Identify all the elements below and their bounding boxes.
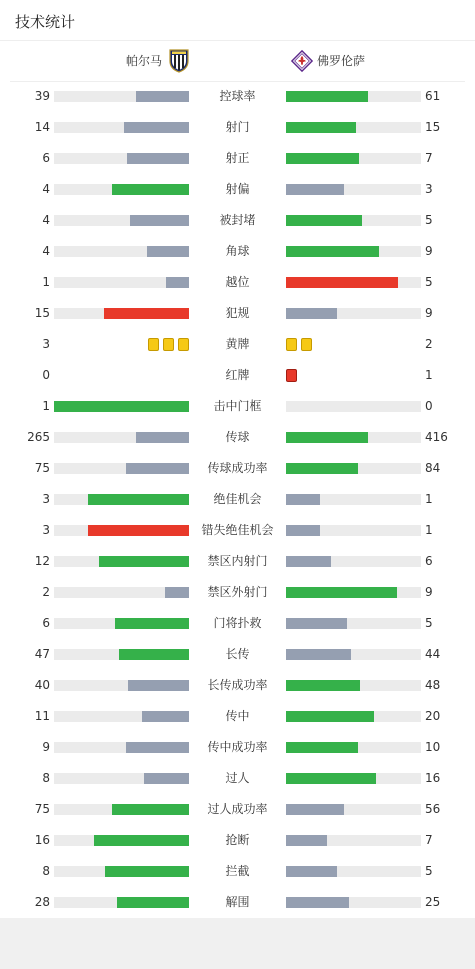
yellow-card-icon (163, 338, 174, 351)
home-stat-bar-track (54, 587, 189, 598)
home-stat-bar-track (54, 308, 189, 319)
away-stat-value: 5 (425, 864, 433, 878)
home-stat-value: 16 (34, 833, 50, 847)
home-stat-bar (105, 866, 189, 877)
away-stat-bar-track (286, 866, 421, 877)
away-stat-bar-track (286, 835, 421, 846)
home-stat-value: 265 (27, 430, 50, 444)
away-stat-bar (286, 773, 376, 784)
home-stat-value: 3 (42, 492, 50, 506)
stat-label: 长传成功率 (207, 678, 268, 692)
stat-label: 红牌 (225, 368, 250, 382)
away-stat-bar (286, 556, 331, 567)
home-stat-value: 12 (34, 554, 50, 568)
away-stat-value: 9 (425, 244, 433, 258)
away-stat-bar (286, 494, 320, 505)
home-stat-bar-track (54, 494, 189, 505)
stat-row (0, 391, 475, 422)
home-stat-bar-track (54, 742, 189, 753)
away-stat-bar (286, 866, 337, 877)
home-stat-bar-track (54, 184, 189, 195)
stat-row (0, 577, 475, 608)
away-stat-bar-track (286, 773, 421, 784)
home-stat-value: 15 (34, 306, 50, 320)
stat-row (0, 856, 475, 887)
home-stat-bar (165, 587, 189, 598)
away-stat-value: 6 (425, 554, 433, 568)
yellow-card-icon (286, 338, 297, 351)
home-stat-bar-track (54, 866, 189, 877)
stat-label: 拦截 (225, 864, 250, 878)
away-team-name: 佛罗伦萨 (317, 54, 366, 68)
stat-row (0, 794, 475, 825)
fiorentina-crest-icon (291, 49, 313, 73)
away-stat-bar (286, 215, 362, 226)
home-stat-bar (104, 308, 189, 319)
away-stat-bar-track (286, 587, 421, 598)
away-stat-bar (286, 184, 344, 195)
home-stat-bar (128, 680, 189, 691)
away-stat-value: 7 (425, 151, 433, 165)
home-stat-value: 6 (42, 616, 50, 630)
away-stat-bar (286, 804, 344, 815)
home-stat-bar-track (54, 711, 189, 722)
away-stat-value: 416 (425, 430, 448, 444)
stat-label: 传球 (225, 430, 250, 444)
stat-label: 过人 (225, 771, 250, 785)
stat-label: 射正 (225, 151, 250, 165)
home-stat-bar-track (54, 525, 189, 536)
home-stat-bar-track (54, 649, 189, 660)
away-stat-value: 2 (425, 337, 433, 351)
stat-label: 射偏 (225, 182, 250, 196)
home-stat-value: 4 (42, 182, 50, 196)
home-stat-bar-track (54, 277, 189, 288)
home-stat-bar-track (54, 618, 189, 629)
stat-label: 过人成功率 (207, 802, 268, 816)
yellow-card-icon (148, 338, 159, 351)
away-stat-value: 44 (425, 647, 441, 661)
stat-row (0, 360, 475, 391)
away-stat-bar-track (286, 494, 421, 505)
away-cards (286, 338, 312, 351)
away-stat-bar (286, 711, 374, 722)
home-stat-bar-track (54, 835, 189, 846)
away-stat-bar-track (286, 463, 421, 474)
home-stat-bar-track (54, 773, 189, 784)
away-stat-bar-track (286, 618, 421, 629)
away-stat-value: 16 (425, 771, 441, 785)
stat-row (0, 267, 475, 298)
away-stat-value: 25 (425, 895, 441, 909)
away-stat-bar-track (286, 215, 421, 226)
home-stat-bar (119, 649, 189, 660)
home-stat-bar (124, 122, 189, 133)
home-stat-bar-track (54, 91, 189, 102)
home-stat-value: 47 (34, 647, 50, 661)
home-stat-bar (142, 711, 189, 722)
stat-row (0, 484, 475, 515)
away-stat-bar-track (286, 649, 421, 660)
away-stat-value: 3 (425, 182, 433, 196)
red-card-icon (286, 369, 297, 382)
stat-row (0, 732, 475, 763)
stat-label: 控球率 (219, 89, 256, 103)
stat-label: 被封堵 (219, 213, 256, 227)
home-stat-bar (88, 525, 189, 536)
stat-label: 击中门框 (213, 399, 262, 413)
away-stat-value: 10 (425, 740, 441, 754)
home-stat-value: 75 (34, 802, 50, 816)
away-stat-bar-track (286, 742, 421, 753)
home-team[interactable] (126, 50, 190, 72)
away-stat-bar (286, 897, 349, 908)
away-stat-value: 0 (425, 399, 433, 413)
stat-row (0, 298, 475, 329)
home-stat-bar-track (54, 804, 189, 815)
stat-row (0, 701, 475, 732)
away-stat-value: 7 (425, 833, 433, 847)
stat-label: 禁区外射门 (207, 585, 268, 599)
away-stat-value: 15 (425, 120, 441, 134)
away-stat-bar (286, 91, 368, 102)
stat-label: 解围 (225, 895, 250, 909)
away-stat-bar (286, 525, 320, 536)
home-stat-value: 3 (42, 523, 50, 537)
away-stat-bar (286, 153, 359, 164)
stat-row (0, 329, 475, 360)
stat-row (0, 639, 475, 670)
stat-row (0, 174, 475, 205)
stat-row (0, 515, 475, 546)
home-stat-bar (112, 184, 189, 195)
away-stat-bar (286, 680, 360, 691)
stat-row (0, 236, 475, 267)
away-stat-bar (286, 432, 368, 443)
away-stat-bar (286, 308, 337, 319)
home-stat-bar (126, 742, 189, 753)
away-stat-bar-track (286, 432, 421, 443)
home-stat-value: 40 (34, 678, 50, 692)
away-stat-bar-track (286, 897, 421, 908)
away-stat-value: 84 (425, 461, 441, 475)
stat-label: 错失绝佳机会 (201, 523, 274, 537)
home-stat-bar-track (54, 246, 189, 257)
away-stat-bar-track (286, 556, 421, 567)
away-stat-bar (286, 246, 379, 257)
stat-label: 射门 (225, 120, 250, 134)
home-stat-bar (147, 246, 189, 257)
home-stat-bar-track (54, 680, 189, 691)
home-stat-value: 1 (42, 399, 50, 413)
home-stat-bar (117, 897, 189, 908)
section-title: 技术统计 (15, 13, 76, 31)
away-stat-value: 9 (425, 306, 433, 320)
home-stat-bar-track (54, 215, 189, 226)
stat-label: 长传 (225, 647, 250, 661)
home-stat-value: 28 (34, 895, 50, 909)
away-stat-value: 9 (425, 585, 433, 599)
stat-label: 越位 (225, 275, 250, 289)
away-stat-bar (286, 835, 327, 846)
home-stat-value: 8 (42, 771, 50, 785)
home-stat-value: 6 (42, 151, 50, 165)
away-stat-bar-track (286, 711, 421, 722)
stat-label: 传中成功率 (207, 740, 268, 754)
yellow-card-icon (178, 338, 189, 351)
home-stat-value: 0 (42, 368, 50, 382)
away-stat-bar (286, 649, 351, 660)
home-stat-bar (88, 494, 189, 505)
away-team[interactable] (291, 50, 365, 72)
stat-label: 门将扑救 (213, 616, 262, 630)
away-stat-bar-track (286, 401, 421, 412)
home-stat-value: 3 (42, 337, 50, 351)
stat-label: 绝佳机会 (213, 492, 262, 506)
home-stat-bar (130, 215, 189, 226)
stat-row (0, 546, 475, 577)
away-stat-bar-track (286, 277, 421, 288)
stat-label: 黄牌 (225, 337, 250, 351)
stat-label: 角球 (225, 244, 250, 258)
stat-row (0, 608, 475, 639)
yellow-card-icon (301, 338, 312, 351)
away-stat-bar-track (286, 525, 421, 536)
home-stat-bar (115, 618, 189, 629)
home-stat-bar (94, 835, 189, 846)
away-stat-bar (286, 587, 397, 598)
away-stat-bar (286, 742, 358, 753)
away-stat-value: 1 (425, 492, 433, 506)
home-stat-bar-track (54, 122, 189, 133)
away-stat-value: 1 (425, 523, 433, 537)
home-team-name: 帕尔马 (126, 54, 163, 68)
away-stat-bar (286, 277, 398, 288)
away-stat-bar-track (286, 804, 421, 815)
away-stat-bar-track (286, 91, 421, 102)
stat-row (0, 825, 475, 856)
home-stat-bar-track (54, 897, 189, 908)
home-stat-value: 4 (42, 244, 50, 258)
parma-crest-icon (168, 49, 190, 73)
home-stat-bar-track (54, 153, 189, 164)
home-stat-bar (144, 773, 189, 784)
home-stat-bar (112, 804, 189, 815)
away-stat-value: 56 (425, 802, 441, 816)
home-stat-bar (136, 432, 189, 443)
away-stat-bar-track (286, 153, 421, 164)
home-stat-bar (126, 463, 189, 474)
home-stat-bar-track (54, 401, 189, 412)
stat-label: 犯规 (225, 306, 250, 320)
stat-row (0, 143, 475, 174)
away-stat-bar-track (286, 246, 421, 257)
stat-label: 抢断 (225, 833, 250, 847)
home-stat-value: 1 (42, 275, 50, 289)
stat-row (0, 112, 475, 143)
home-stat-bar (166, 277, 189, 288)
away-stat-value: 5 (425, 616, 433, 630)
home-stat-bar (127, 153, 189, 164)
home-stat-value: 9 (42, 740, 50, 754)
away-cards (286, 369, 297, 382)
home-stat-value: 75 (34, 461, 50, 475)
stat-row (0, 422, 475, 453)
home-stat-value: 11 (34, 709, 50, 723)
away-stat-value: 61 (425, 89, 441, 103)
divider (0, 40, 475, 41)
home-stat-bar (54, 401, 189, 412)
away-stat-bar-track (286, 184, 421, 195)
stat-row (0, 887, 475, 918)
away-stat-bar-track (286, 308, 421, 319)
home-stat-bar-track (54, 463, 189, 474)
home-stat-bar-track (54, 432, 189, 443)
away-stat-bar-track (286, 122, 421, 133)
home-stat-value: 2 (42, 585, 50, 599)
home-stat-value: 4 (42, 213, 50, 227)
away-stat-bar (286, 122, 356, 133)
home-cards (148, 338, 189, 351)
home-stat-bar (99, 556, 189, 567)
home-stat-bar (136, 91, 189, 102)
stat-row (0, 205, 475, 236)
away-stat-value: 48 (425, 678, 441, 692)
stat-row (0, 763, 475, 794)
away-stat-value: 5 (425, 213, 433, 227)
away-stat-bar (286, 463, 358, 474)
home-stat-bar-track (54, 556, 189, 567)
stat-row (0, 670, 475, 701)
away-stat-value: 1 (425, 368, 433, 382)
stat-row (0, 453, 475, 484)
stat-label: 传球成功率 (207, 461, 268, 475)
stat-label: 传中 (225, 709, 250, 723)
away-stat-value: 5 (425, 275, 433, 289)
stat-row (0, 81, 475, 112)
home-stat-value: 14 (34, 120, 50, 134)
away-stat-value: 20 (425, 709, 441, 723)
home-stat-value: 39 (34, 89, 50, 103)
away-stat-bar (286, 618, 347, 629)
away-stat-bar-track (286, 680, 421, 691)
home-stat-value: 8 (42, 864, 50, 878)
stat-label: 禁区内射门 (207, 554, 268, 568)
